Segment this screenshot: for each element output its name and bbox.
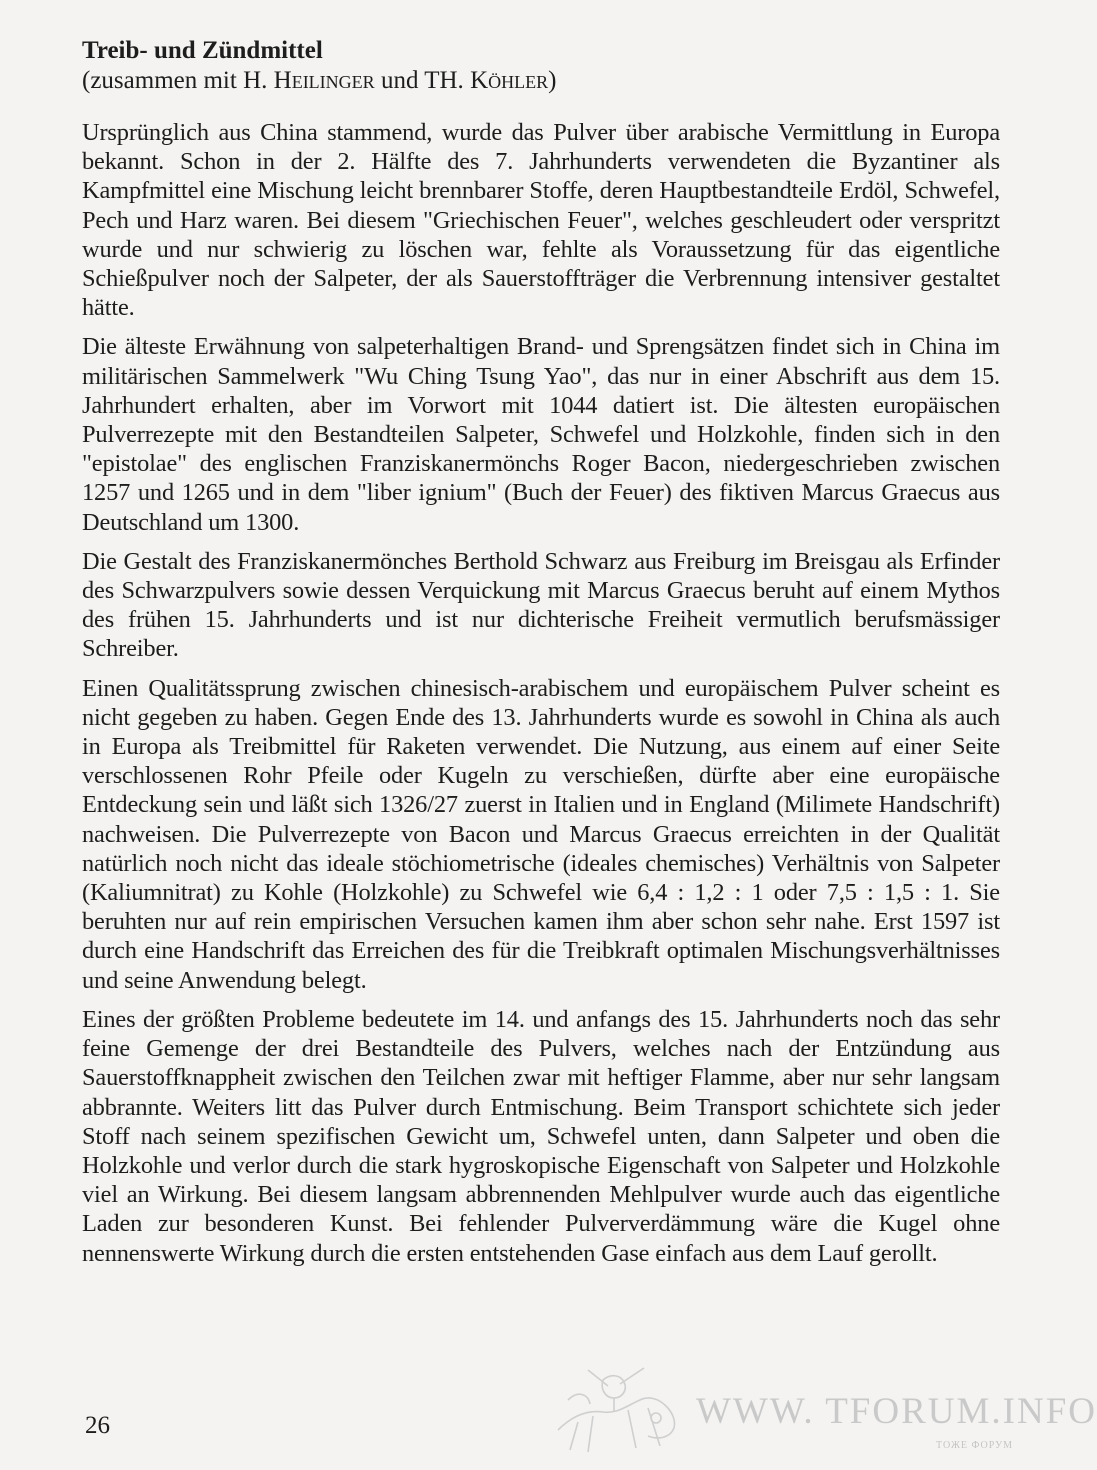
page-content [82, 36, 1000, 1278]
author-koehler: Köhler [470, 67, 549, 94]
subtitle-prefix: (zusammen mit H. [82, 67, 274, 94]
page-title: Treib- und Zündmittel [82, 37, 323, 64]
paragraph-earliest-mention: Die älteste Erwähnung von salpeterhaltigen Brand- und Sprengsätzen findet sich in China im militärischen Sammelwerk "Wu Ching Tsung Yao", das nur in einer Abschrift aus dem 15. Jahrhundert erhalten, aber im Vorwort mit 1044 datiert ist. Die ältesten europäischen Pulverrezepte mit den Bestandteilen Salpeter, Schwefel und Holzkohle, finden sich in den "epistolae" des englischen Franziskanermönchs Roger Bacon, niedergeschrieben zwischen 1257 und 1265 und in dem "liber ignium" (Buch der Feuer) des fiktiven Marcus Graecus aus Deutschland um 1300. [82, 333, 1000, 536]
knight-horse-icon [548, 1360, 698, 1460]
watermark [548, 1360, 1097, 1460]
paragraph-origin: Ursprünglich aus China stammend, wurde das Pulver über arabische Vermittlung in Europa bekannt. Schon in der 2. Hälfte des 7. Jahrhunderts verwendeten die Byzantiner als Kampfmittel eine Mischung leicht brennbarer Stoffe, deren Hauptbestandteile Erdöl, Schwefel, Pech und Harz waren. Bei diesem "Griechischen Feuer", welches geschleudert oder verspritzt wurde und nur schwierig zu löschen war, fehlte als Voraussetzung für das eigentliche Schießpulver noch der Salpeter, der als Sauerstoffträger die Verbrennung intensiver gestaltet hätte. [82, 119, 1000, 322]
page-number: 26 [85, 1412, 110, 1439]
paragraph-berthold-schwarz: Die Gestalt des Franziskanermönches Berthold Schwarz aus Freiburg im Breisgau als Erfinder des Schwarzpulvers sowie dessen Verquickung mit Marcus Graecus beruht auf einem Mythos des frühen 15. Jahrhunderts und ist nur dichterische Freiheit vermutlich berufsmässiger Schreiber. [82, 547, 1000, 663]
watermark-subtext: ТОЖЕ ФОРУМ [936, 1440, 1014, 1451]
subtitle-mid: und TH. [374, 67, 471, 94]
watermark-text: WWW. TFORUM.INFO [696, 1391, 1097, 1432]
page-subtitle [82, 66, 1000, 96]
paragraph-quality: Einen Qualitätssprung zwischen chinesisch-arabischem und europäischem Pulver scheint es nicht gegeben zu haben. Gegen Ende des 13. Jahrhunderts wurde es sowohl in China als auch in Europa als Treibmittel für Raketen verwendet. Die Nutzung, aus einem auf einer Seite verschlossenen Rohr Pfeile oder Kugeln zu verschießen, dürfte aber eine europäische Entdeckung sein und läßt sich 1326/27 zuerst in Italien und in England (Milimete Handschrift) nachweisen. Die Pulverrezepte von Bacon und Marcus Graecus erreichten in der Qualität natürlich noch nicht das ideale stöchiometrische (ideales chemisches) Verhältnis von Salpeter (Kaliumnitrat) zu Kohle (Holzkohle) zu Schwefel wie 6,4 : 1,2 : 1 oder 7,5 : 1,5 : 1. Sie beruhten nur auf rein empirischen Versuchen kamen ihm aber schon sehr nahe. Erst 1597 ist durch eine Handschrift das Erreichen des für die Treibkraft optimalen Mischungsverhältnisses und seine Anwendung belegt. [82, 674, 1000, 994]
subtitle-suffix: ) [548, 67, 557, 94]
author-heilinger: Heilinger [273, 67, 375, 94]
paragraph-problems: Eines der größten Probleme bedeutete im 14. und anfangs des 15. Jahrhunderts noch das sehr feine Gemenge der drei Bestandteile des Pulvers, welches nach der Entzündung aus Sauerstoffknappheit zwischen den Teilchen zwar mit heftiger Flamme, aber nur sehr langsam abbrannte. Weiters litt das Pulver durch Entmischung. Beim Transport schichtete sich jeder Stoff nach seinem spezifischen Gewicht um, Schwefel unten, dann Salpeter und oben die Holzkohle und verlor durch die stark hygroskopische Eigenschaft von Salpeter und Holzkohle viel an Wirkung. Bei diesem langsam abbrennenden Mehlpulver wurde auch das eigentliche Laden zur besonderen Kunst. Bei fehlender Pulververdämmung wäre die Kugel ohne nennenswerte Wirkung durch die ersten entstehenden Gase einfach aus dem Lauf gerollt. [82, 1005, 1000, 1267]
